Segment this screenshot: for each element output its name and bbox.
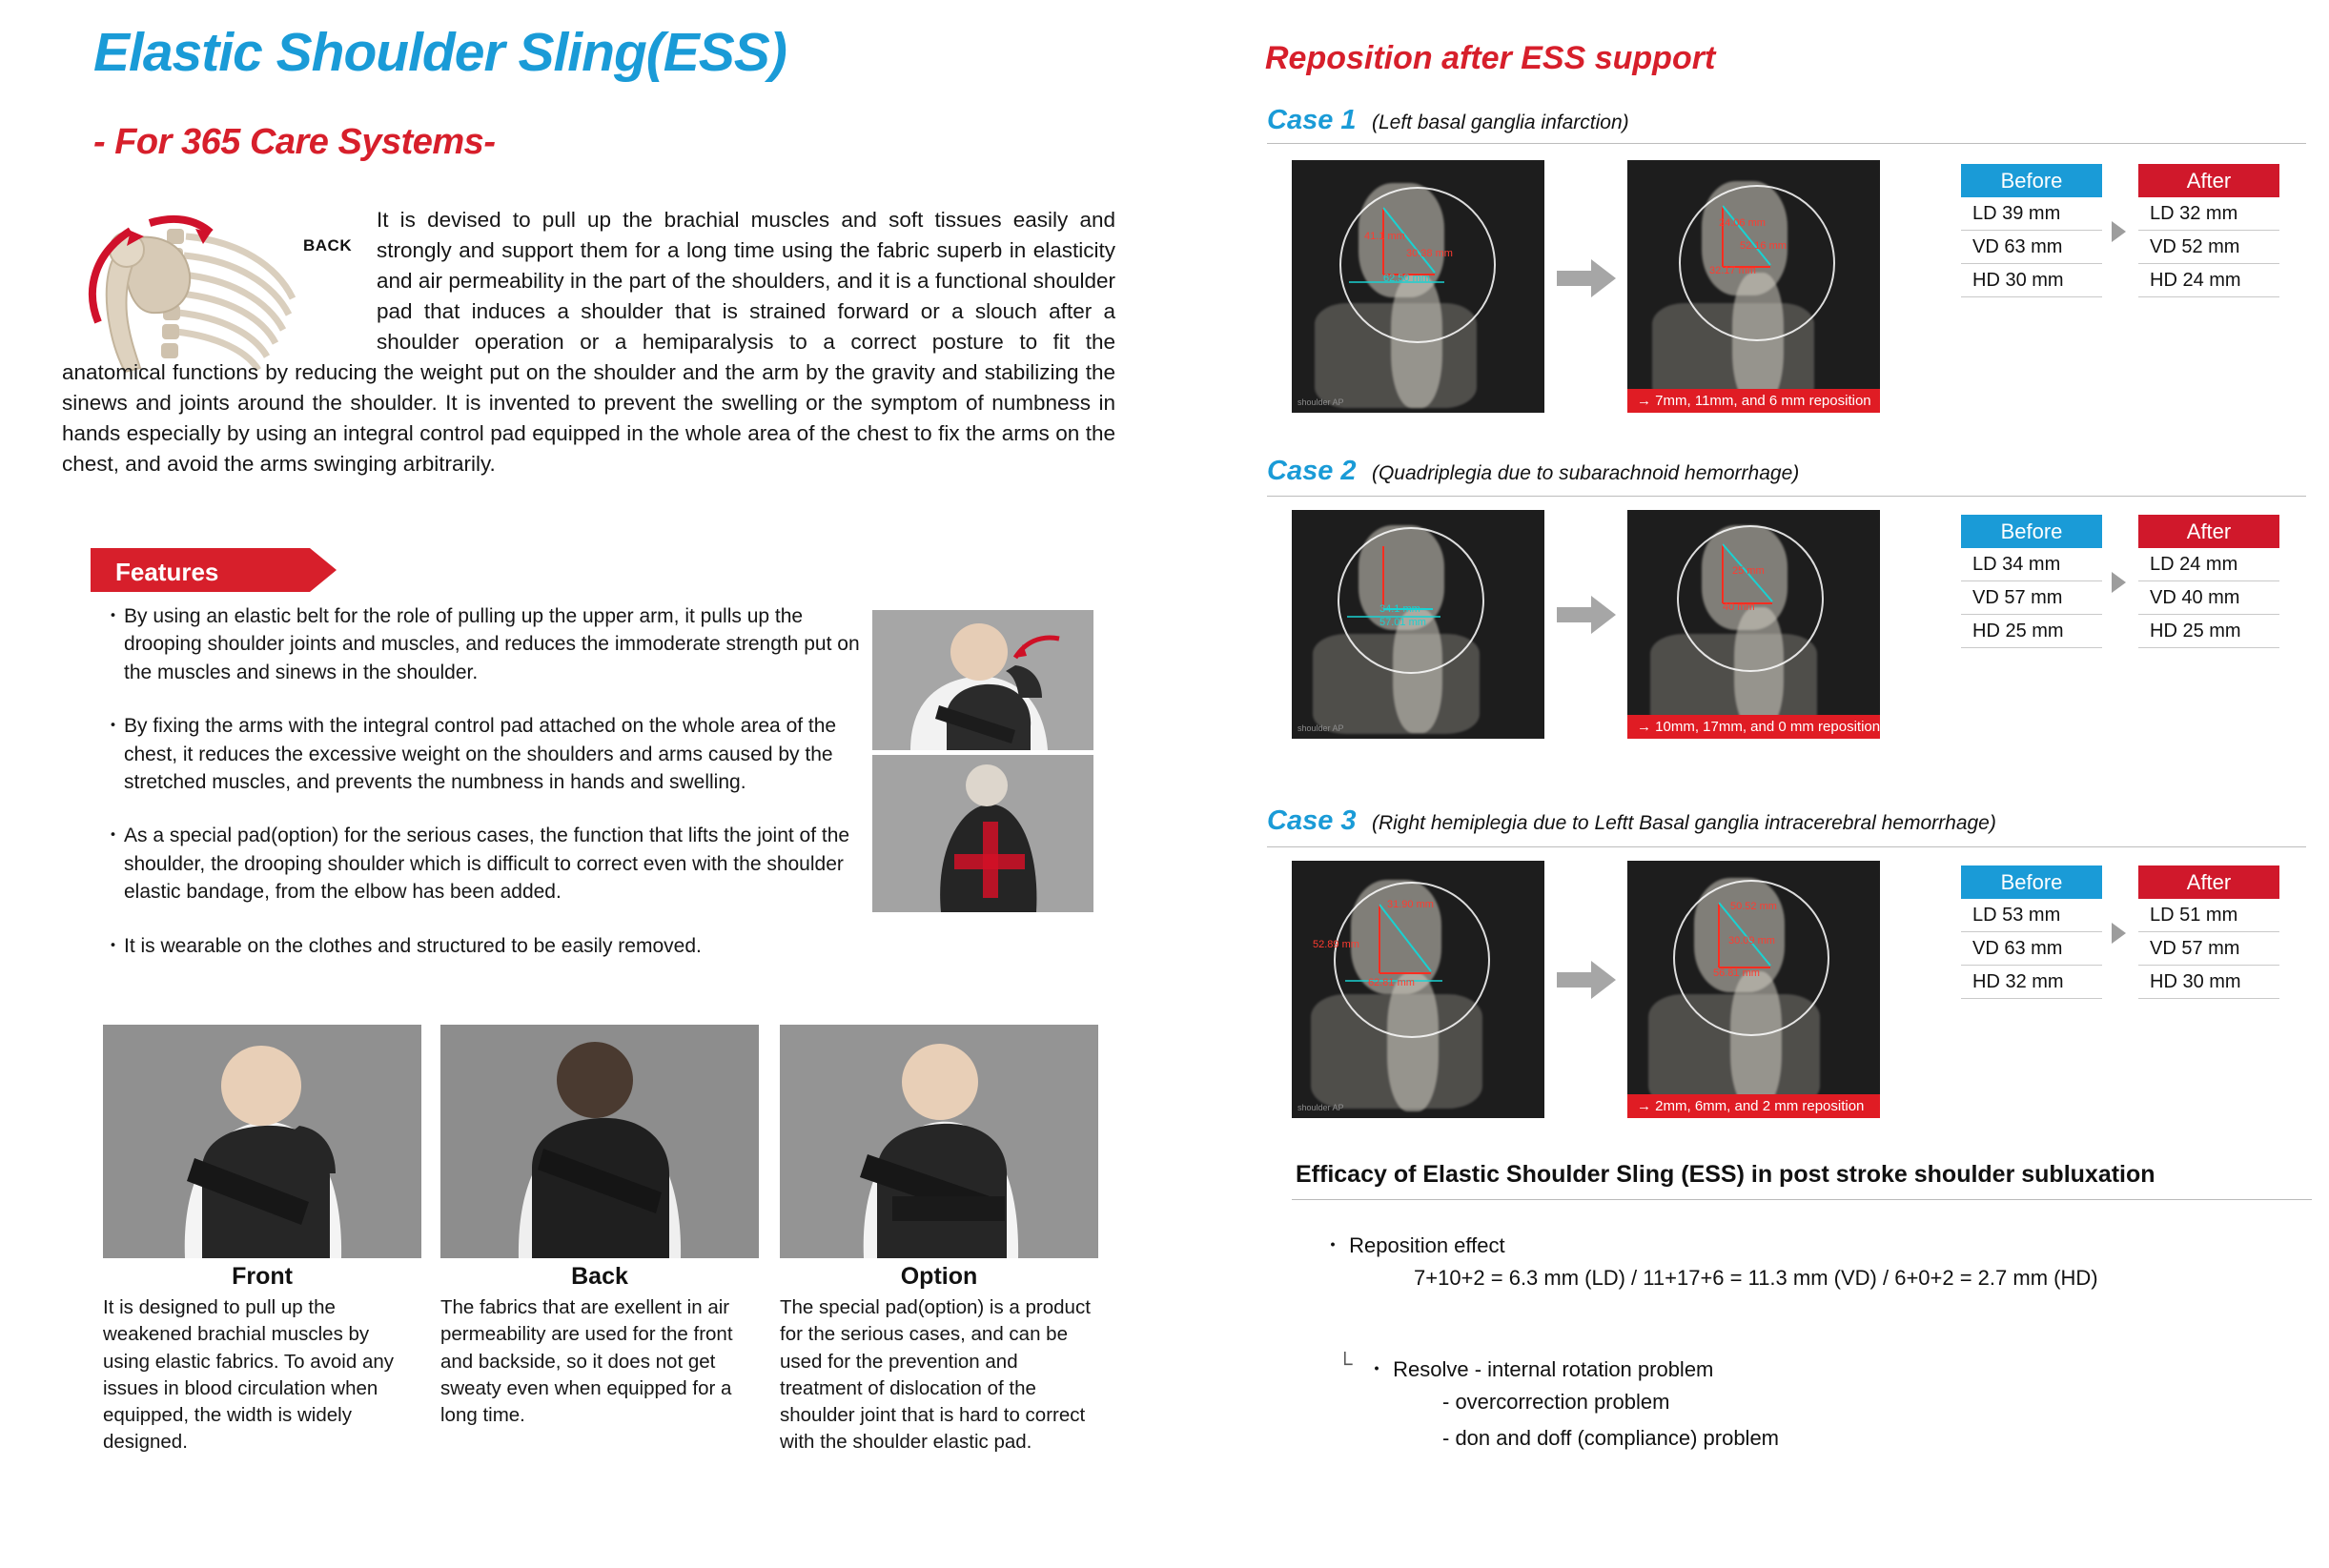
bullet-icon: ・ bbox=[103, 934, 123, 957]
case-3-xray-after bbox=[1627, 861, 1880, 1118]
table-row: HD 25 mm bbox=[1961, 615, 2102, 648]
page-subtitle: - For 365 Care Systems- bbox=[93, 122, 496, 162]
table-header-before: Before bbox=[1961, 865, 2102, 899]
xray-corner-text: shoulder AP bbox=[1297, 1103, 1344, 1112]
xray-measure: 56.81 mm bbox=[1713, 967, 1760, 979]
reposition-section-title: Reposition after ESS support bbox=[1265, 40, 1716, 76]
photo-caption-desc: The special pad(option) is a product for the serious cases, and can be used for the prevention and treatment of dislocation of the shoulder joint that is hard to correct with the shoulder elastic pad. bbox=[780, 1296, 1091, 1454]
product-photo-option-detail bbox=[872, 755, 1093, 912]
table-row: VD 40 mm bbox=[2138, 581, 2279, 615]
photo-caption-desc: The fabrics that are exellent in air permeability are used for the front and backside, so it does not get sweaty even when equipped for a long time. bbox=[440, 1296, 733, 1427]
resolve-heading: ・ Resolve - internal rotation problem bbox=[1366, 1357, 1714, 1381]
features-label: Features bbox=[115, 558, 219, 586]
table-header-before: Before bbox=[1961, 164, 2102, 197]
resolve-item: - overcorrection problem bbox=[1442, 1390, 1670, 1414]
xray-corner-text: shoulder AP bbox=[1297, 397, 1344, 407]
table-row: VD 63 mm bbox=[1961, 932, 2102, 966]
list-item bbox=[103, 932, 880, 960]
case-2-result-bar: → 10mm, 17mm, and 0 mm reposition bbox=[1627, 715, 1880, 739]
photo-caption-title: Back bbox=[571, 1263, 628, 1290]
xray-measure: 30.38 mm bbox=[1406, 248, 1453, 259]
bullet-icon: ・ bbox=[103, 825, 123, 847]
xray-measure: 52.16 mm bbox=[1740, 240, 1787, 252]
table-row: LD 51 mm bbox=[2138, 899, 2279, 932]
bullet-icon: ・ bbox=[103, 605, 123, 627]
case-2-xray-after bbox=[1627, 510, 1880, 739]
arrow-right-small-icon bbox=[2112, 923, 2126, 944]
product-photo-back bbox=[440, 1025, 759, 1258]
case-1-rule bbox=[1267, 143, 2306, 144]
photo-caption-title: Front bbox=[232, 1263, 293, 1290]
intro-paragraph bbox=[62, 205, 1115, 479]
case-2-rule bbox=[1267, 496, 2306, 497]
arrow-right-icon bbox=[1557, 259, 1616, 302]
xray-measure: 32.17 mm bbox=[1709, 265, 1756, 276]
arrow-right-small-icon bbox=[2112, 221, 2126, 242]
intro-text: It is devised to pull up the brachial muscles and soft tissues easily and strongly and support them for a long time using the fabric superb in elasticity and air permeability in the part of the shoulders, and it is a functional shoulder pad that induces a shoulder that is strained forward or a slouch after a shoulder operation or a hemiparalysis to a correct posture to fit the anatomical functions by reducing the weight put on the shoulder and the arm by the gravity and stabilizing the sinews and joints around the shoulder. It is invented to prevent the swelling or the symptom of numbness in hands especially by using an integral control pad equipped in the whole area of the chest to fix the arms on the chest, and avoid the arms swinging arbitrarily. bbox=[62, 208, 1115, 476]
table-row: LD 53 mm bbox=[1961, 899, 2102, 932]
case-description: (Quadriplegia due to subarachnoid hemorrhage) bbox=[1371, 462, 1800, 484]
corner-bracket-icon: └ bbox=[1338, 1352, 1353, 1375]
table-row: HD 30 mm bbox=[1961, 264, 2102, 297]
case-3-rule bbox=[1267, 846, 2306, 847]
feature-text: By using an elastic belt for the role of pulling up the upper arm, it pulls up the drooping shoulder joints and muscles, and reduces the immoderate strength put on the muscles and sinews in the shoulder. bbox=[124, 605, 860, 683]
photo-caption-desc: It is designed to pull up the weakened brachial muscles by using elastic fabrics. To avoid any issues in blood circulation when equipped, the width is widely designed. bbox=[103, 1296, 395, 1454]
xray-measure: 57.01 mm bbox=[1379, 617, 1426, 628]
arrow-right-small-icon bbox=[2112, 572, 2126, 593]
case-1-xray-after bbox=[1627, 160, 1880, 413]
list-item bbox=[103, 712, 880, 796]
table-row: VD 63 mm bbox=[1961, 231, 2102, 264]
xray-measure: 62.81 mm bbox=[1368, 977, 1415, 988]
case-description: (Left basal ganglia infarction) bbox=[1371, 112, 1629, 133]
case-2-xray-before bbox=[1292, 510, 1544, 739]
case-1-after-table bbox=[2138, 164, 2279, 297]
case-2-heading bbox=[1267, 456, 1799, 487]
case-1-result-bar: → 7mm, 11mm, and 6 mm reposition bbox=[1627, 389, 1880, 413]
resolve-item: - don and doff (compliance) problem bbox=[1442, 1426, 1780, 1450]
case-3-after-table bbox=[2138, 865, 2279, 999]
xray-measure: 50.52 mm bbox=[1730, 901, 1777, 912]
feature-text: By fixing the arms with the integral control pad attached on the whole area of the chest, it reduces the excessive weight on the shoulders and arms caused by the stretched muscles, and prevents the numbness in hands and swelling. bbox=[124, 715, 837, 793]
xray-measure: 40 mm bbox=[1723, 601, 1755, 613]
product-photo-option bbox=[780, 1025, 1098, 1258]
product-photo-front-detail bbox=[872, 610, 1093, 750]
xray-measure: 62.50 mm bbox=[1383, 273, 1430, 284]
feature-text: As a special pad(option) for the serious cases, the function that lifts the joint of the shoulder, the drooping shoulder which is difficult to correct even with the shoulder elastic bandage, from the elbow has been added. bbox=[124, 825, 850, 904]
table-row: HD 32 mm bbox=[1961, 966, 2102, 999]
features-list bbox=[103, 602, 880, 986]
bullet-icon: ・ bbox=[103, 715, 123, 738]
feature-text: It is wearable on the clothes and structured to be easily removed. bbox=[124, 934, 702, 957]
xray-measure: 52.89 mm bbox=[1313, 939, 1359, 950]
case-3-heading bbox=[1267, 805, 1996, 837]
arrow-right-icon bbox=[1557, 596, 1616, 639]
efficacy-rule bbox=[1292, 1199, 2312, 1200]
table-row: HD 25 mm bbox=[2138, 615, 2279, 648]
table-row: HD 30 mm bbox=[2138, 966, 2279, 999]
case-number: Case 1 bbox=[1267, 105, 1357, 135]
case-1-before-table bbox=[1961, 164, 2102, 297]
page-title: Elastic Shoulder Sling(ESS) bbox=[93, 22, 787, 83]
xray-measure: 34.1 mm bbox=[1379, 603, 1420, 615]
table-row: LD 32 mm bbox=[2138, 197, 2279, 231]
photo-caption-title: Option bbox=[900, 1263, 978, 1290]
case-1-heading bbox=[1267, 105, 1629, 136]
right-column bbox=[1254, 0, 2329, 1568]
case-number: Case 2 bbox=[1267, 456, 1357, 486]
list-item bbox=[103, 602, 880, 686]
features-banner bbox=[91, 548, 310, 592]
efficacy-bullet-1: ・ Reposition effect bbox=[1322, 1233, 1505, 1257]
xray-corner-text: shoulder AP bbox=[1297, 723, 1344, 733]
xray-measure: 31.90 mm bbox=[1387, 899, 1434, 910]
table-row: VD 57 mm bbox=[1961, 581, 2102, 615]
table-header-after: After bbox=[2138, 865, 2279, 899]
case-number: Case 3 bbox=[1267, 805, 1357, 836]
table-row: VD 52 mm bbox=[2138, 231, 2279, 264]
intro-float-spacer bbox=[62, 205, 377, 329]
table-header-after: After bbox=[2138, 164, 2279, 197]
table-row: LD 24 mm bbox=[2138, 548, 2279, 581]
xray-measure: 25 mm bbox=[1732, 565, 1765, 577]
case-2-before-table bbox=[1961, 515, 2102, 648]
case-3-before-table bbox=[1961, 865, 2102, 999]
table-row: HD 24 mm bbox=[2138, 264, 2279, 297]
table-header-before: Before bbox=[1961, 515, 2102, 548]
case-2-after-table bbox=[2138, 515, 2279, 648]
arrow-right-icon bbox=[1557, 961, 1616, 1004]
back-label: BACK bbox=[303, 236, 353, 255]
case-1-xray-before bbox=[1292, 160, 1544, 413]
table-row: LD 34 mm bbox=[1961, 548, 2102, 581]
xray-measure: 30.09 mm bbox=[1728, 935, 1775, 947]
efficacy-title: Efficacy of Elastic Shoulder Sling (ESS) in post stroke shoulder subluxation bbox=[1296, 1161, 2155, 1188]
list-item bbox=[103, 822, 880, 906]
case-3-result-bar: → 2mm, 6mm, and 2 mm reposition bbox=[1627, 1094, 1880, 1118]
product-photo-front bbox=[103, 1025, 421, 1258]
case-3-xray-before bbox=[1292, 861, 1544, 1118]
xray-measure: 24.06 mm bbox=[1719, 217, 1766, 229]
table-row: VD 57 mm bbox=[2138, 932, 2279, 966]
xray-measure: 41.1 mm bbox=[1364, 231, 1405, 242]
table-header-after: After bbox=[2138, 515, 2279, 548]
table-row: LD 39 mm bbox=[1961, 197, 2102, 231]
features-banner-arrow bbox=[310, 548, 337, 592]
case-description: (Right hemiplegia due to Leftt Basal ganglia intracerebral hemorrhage) bbox=[1371, 812, 1996, 834]
efficacy-formula: 7+10+2 = 6.3 mm (LD) / 11+17+6 = 11.3 mm (VD) / 6+0+2 = 2.7 mm (HD) bbox=[1414, 1266, 2098, 1290]
